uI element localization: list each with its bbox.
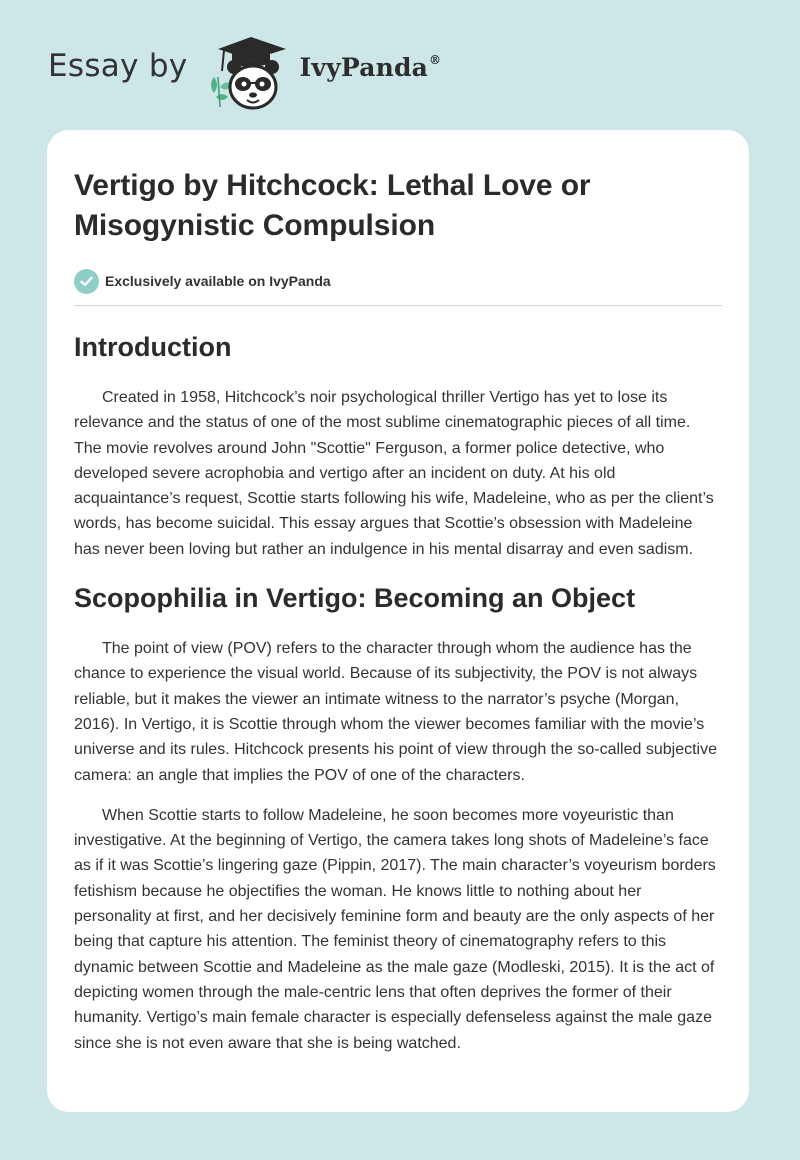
exclusive-text: Exclusively available on IvyPanda — [105, 273, 331, 289]
section-heading-introduction: Introduction — [74, 332, 232, 362]
divider — [74, 305, 722, 306]
brand-header[interactable] — [48, 32, 441, 112]
section-heading-scopophilia: Scopophilia in Vertigo: Becoming an Object — [74, 583, 636, 614]
paragraph: The point of view (POV) refers to the character through whom the audience has the chance to experience the visual world. Because of its subjectivity, the POV is not always reliable, but it makes the viewer an intimate witness to the narrator’s psyche (Morgan, 2016). In Vertigo, it is Scottie through whom the viewer becomes familiar with the movie’s universe and its rules. Hitchcock presents his point of view through the so-called subjective camera: an angle that implies the POV of one of the characters. — [74, 640, 717, 784]
paragraph: When Scottie starts to follow Madeleine, he soon becomes more voyeuristic than investigative. At the beginning of Vertigo, the camera takes long shots of Madeleine’s face as if it was Scottie’s lingering gaze (Pippin, 2017). The main character’s voyeurism borders fetishism because he objectifies the woman. He knows little to nothing about her personality at first, and her decisively feminine form and beauty are the only aspects of her being that capture his attention. The feminist theory of cinematography refers to this dynamic between Scottie and Madeleine as the male gaze (Modleski, 2015). It is the act of depicting women through the male-centric lens that often deprives the former of their humanity. Vertigo’s main female character is especially defenseless against the male gaze since she is not even aware that she is being watched. — [74, 806, 716, 1052]
registered-mark: ® — [429, 52, 442, 67]
brand-name: IvyPanda® — [299, 52, 442, 82]
exclusive-badge — [74, 268, 722, 294]
panda-graduate-icon — [206, 35, 296, 113]
check-icon — [74, 269, 99, 294]
brand-prefix: Essay by — [48, 48, 188, 84]
essay-card — [47, 130, 749, 1112]
paragraph: Created in 1958, Hitchcock’s noir psychological thriller Vertigo has yet to lose its relevance and the status of one of the most sublime cinematographic pieces of all time. The movie revolves around John "Scottie" Ferguson, a former police detective, who developed severe acrophobia and vertigo after an incident on duty. At his old acquaintance’s request, Scottie starts following his wife, Madeleine, who as per the client’s words, has become suicidal. This essay argues that Scottie’s obsession with Madeleine has never been loving but rather an indulgence in his mental disarray and even sadism. — [74, 389, 714, 558]
essay-title: Vertigo by Hitchcock: Lethal Love or Misogynistic Compulsion — [74, 169, 591, 242]
